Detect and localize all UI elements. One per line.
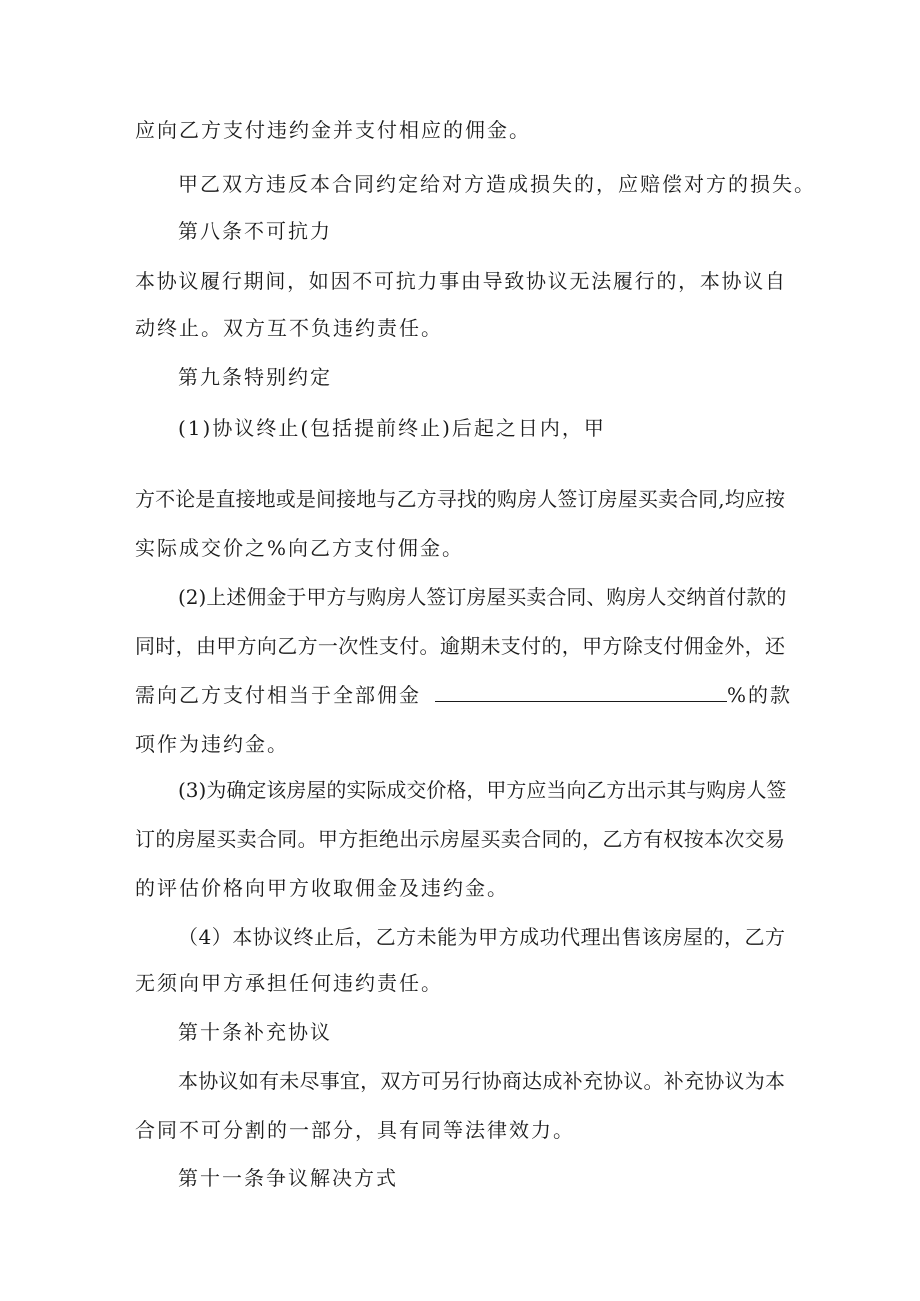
paragraph-line-with-blank <box>135 681 792 709</box>
paragraph-line: 方不论是直接地或是间接地与乙方寻找的购房人签订房屋买卖合同,均应按 <box>135 487 785 511</box>
section-heading-10: 第十条补充协议 <box>178 1020 332 1044</box>
paragraph-line: 本协议如有未尽事宜，双方可另行协商达成补充协议。补充协议为本 <box>178 1069 785 1093</box>
paragraph-line: 实际成交价之%向乙方支付佣金。 <box>135 536 465 560</box>
paragraph-line: 订的房屋买卖合同。甲方拒绝出示房屋买卖合同的，乙方有权按本次交易 <box>135 827 785 851</box>
paragraph-line: 的评估价格向甲方收取佣金及违约金。 <box>135 876 509 900</box>
text-after-blank: %的款 <box>727 683 793 707</box>
section-heading-8: 第八条不可抗力 <box>178 219 332 243</box>
paragraph-line: （4）本协议终止后，乙方未能为甲方成功代理出售该房屋的，乙方 <box>178 925 785 949</box>
section-heading-9: 第九条特别约定 <box>178 365 332 389</box>
paragraph-line: 甲乙双方违反本合同约定给对方造成损失的，应赔偿对方的损失。 <box>178 172 816 196</box>
paragraph-line: 应向乙方支付违约金并支付相应的佣金。 <box>135 118 531 142</box>
paragraph-line: 项作为违约金。 <box>135 732 289 756</box>
paragraph-line: (3)为确定该房屋的实际成交价格，甲方应当向乙方出示其与购房人签 <box>178 778 787 802</box>
paragraph-line: 动终止。双方互不负违约责任。 <box>135 316 443 340</box>
fill-in-blank <box>435 683 727 702</box>
paragraph-line: 合同不可分割的一部分，具有同等法律效力。 <box>135 1118 575 1142</box>
paragraph-line: 本协议履行期间，如因不可抗力事由导致协议无法履行的，本协议自 <box>135 269 785 293</box>
paragraph-line: (1)协议终止(包括提前终止)后起之日内，甲 <box>178 416 606 440</box>
paragraph-line: 无须向甲方承担任何违约责任。 <box>135 971 443 995</box>
paragraph-line: 同时，由甲方向乙方一次性支付。逾期未支付的，甲方除支付佣金外，还 <box>135 634 785 658</box>
section-heading-11: 第十一条争议解决方式 <box>178 1166 398 1190</box>
text-before-blank: 需向乙方支付相当于全部佣金 <box>135 683 421 707</box>
paragraph-line: (2)上述佣金于甲方与购房人签订房屋买卖合同、购房人交纳首付款的 <box>178 585 787 609</box>
